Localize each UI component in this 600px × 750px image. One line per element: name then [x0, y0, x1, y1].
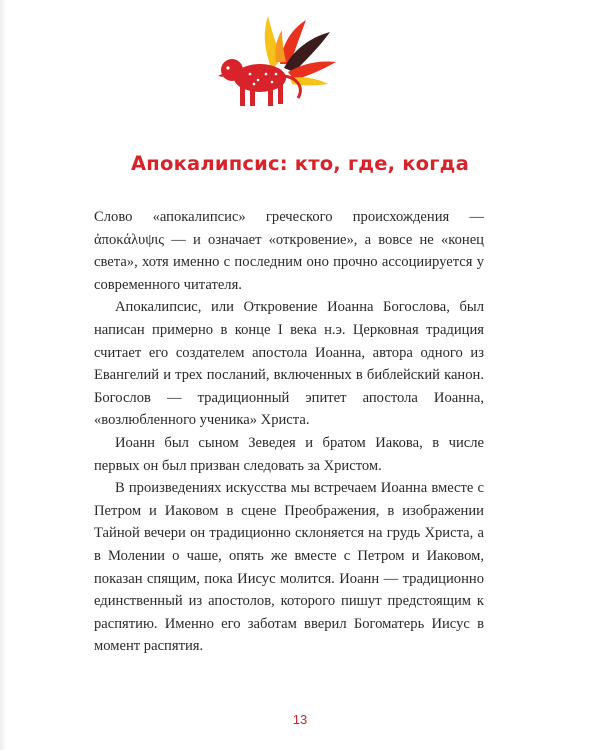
article-body: [94, 206, 484, 658]
page-edge-shadow: [0, 0, 6, 750]
paragraph-2: Апокалипсис, или Откровение Иоанна Богослова, был написан примерно в конце I века н.э. Церковная традиция считает его создателем апостола Иоанна, автора одного из Евангелий и трех посланий, включенных в библейский канон. Богослов — традиционный эпитет апостола Иоанна, «возлюбленного ученика» Христа.: [94, 299, 484, 429]
paragraph-1: Слово «апокалипсис» греческого происхождения — ἀποκάλυψις — и означает «откровение», а вовсе не «конец света», хотя именно с последним оно прочно ассоциируется у современного читателя.: [94, 209, 484, 293]
paragraph-4: В произведениях искусства мы встречаем Иоанна вместе с Петром и Иаковом в сцене Преображения, в изображении Тайной вечери он традиционно склоняется на грудь Христа, а в Молении о чаше, опять же вместе с Петром и Иаковом, показан спящим, пока Иисус молится. Иоанн — традиционно единственный из апостолов, которого пишут предстоящим к распятию. Именно его заботам вверил Богоматерь Иисус в момент распятия.: [94, 480, 484, 655]
paragraph-3: Иоанн был сыном Зеведея и братом Иакова, в числе первых он был призван следовать за Христом.: [94, 434, 484, 474]
winged-lion-emblem: [210, 12, 340, 112]
page-number: 13: [292, 712, 308, 727]
chapter-title: Апокалипсис: кто, где, когда: [131, 152, 469, 175]
